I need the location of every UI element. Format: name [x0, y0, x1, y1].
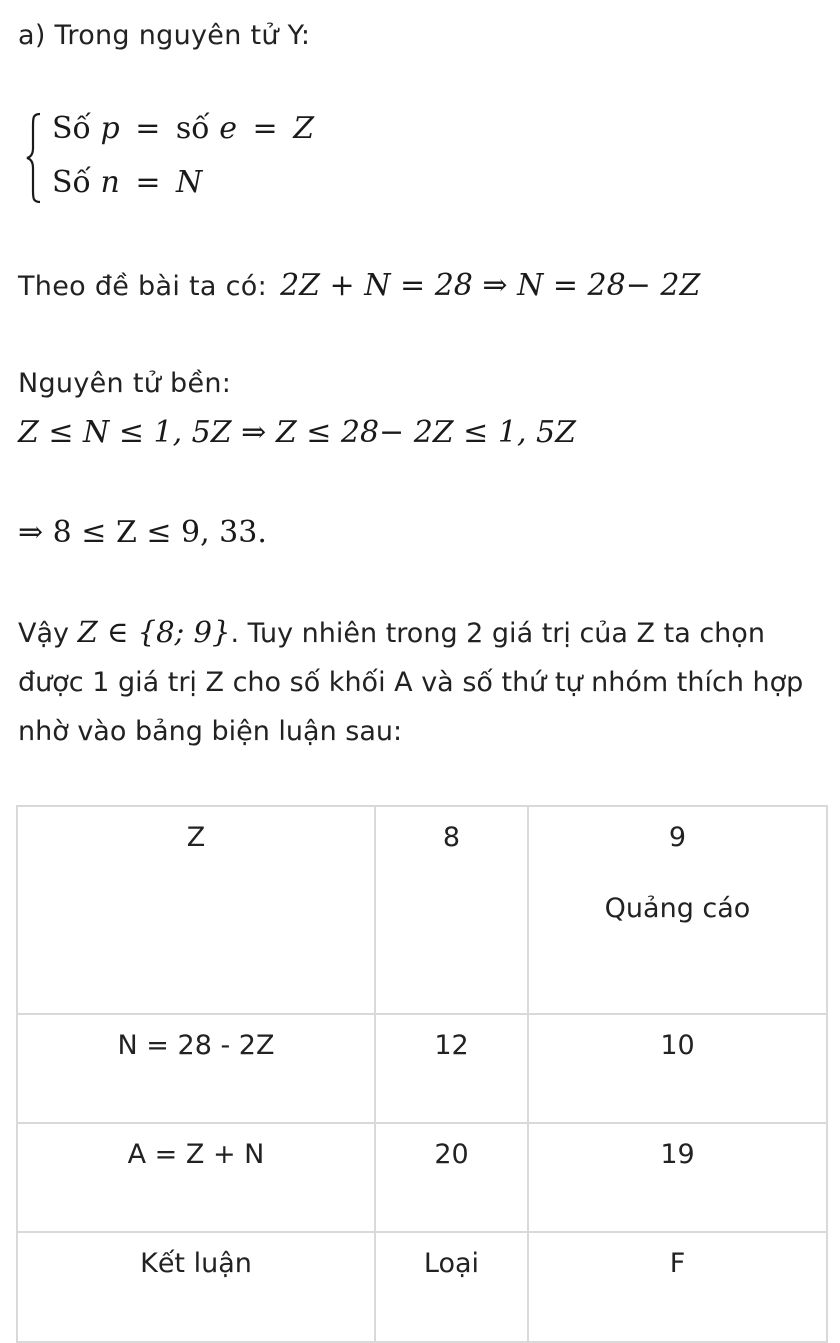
- given-expression: 2Z + N = 28 ⇒ N = 28− 2Z: [280, 268, 701, 303]
- table-cell: Loại: [375, 1232, 528, 1342]
- table-cell: A = Z + N: [17, 1123, 375, 1232]
- table-cell-value: 9: [668, 822, 687, 853]
- conclusion-text: . Tuy nhiên trong 2 giá trị của Z ta chọn được 1 giá trị Z cho số khối A và số thứ tự nhóm thích hợp nhờ vào bảng biện luận sau:: [18, 618, 804, 747]
- stable-label: Nguyên tử bền:: [18, 368, 232, 399]
- so-word: Số: [52, 165, 91, 200]
- given-line: [18, 268, 700, 303]
- var-p: p: [100, 111, 120, 146]
- equals-sign: =: [135, 111, 161, 146]
- table-cell: F: [528, 1232, 827, 1342]
- table-row: [17, 1232, 827, 1342]
- var-z: Z: [293, 111, 315, 146]
- table-row: [17, 806, 827, 1014]
- equals-sign: =: [252, 111, 278, 146]
- system-line-2: [52, 165, 202, 200]
- var-n: n: [100, 165, 120, 200]
- table-cell: N = 28 - 2Z: [17, 1014, 375, 1123]
- table-row: [17, 1014, 827, 1123]
- table-row: [17, 1123, 827, 1232]
- system-line-1: [52, 111, 314, 146]
- left-brace-icon: [26, 112, 42, 204]
- table-cell: Kết luận: [17, 1232, 375, 1342]
- conclusion-vay: Vậy: [18, 618, 69, 649]
- section-heading: a) Trong nguyên tử Y:: [18, 20, 311, 51]
- var-e: e: [219, 111, 237, 146]
- conclusion-paragraph: [18, 608, 818, 756]
- ad-label[interactable]: Quảng cáo: [604, 893, 751, 924]
- so-word: Số: [52, 111, 91, 146]
- var-big-n: N: [176, 165, 203, 200]
- table-cell: 12: [375, 1014, 528, 1123]
- so-word: số: [175, 111, 210, 146]
- z-set: Z ∈ {8; 9}: [77, 615, 231, 649]
- equals-sign: =: [135, 165, 161, 200]
- table-cell: [528, 806, 827, 1014]
- table-cell: 10: [528, 1014, 827, 1123]
- z-range-result: ⇒ 8 ≤ Z ≤ 9, 33.: [18, 515, 267, 550]
- table-cell: 8: [375, 806, 528, 1014]
- table-cell: Z: [17, 806, 375, 1014]
- given-label: Theo đề bài ta có:: [18, 271, 267, 302]
- table-cell: 19: [528, 1123, 827, 1232]
- stable-inequality: Z ≤ N ≤ 1, 5Z ⇒ Z ≤ 28− 2Z ≤ 1, 5Z: [18, 415, 576, 450]
- table-cell: 20: [375, 1123, 528, 1232]
- discussion-table: [16, 805, 828, 1343]
